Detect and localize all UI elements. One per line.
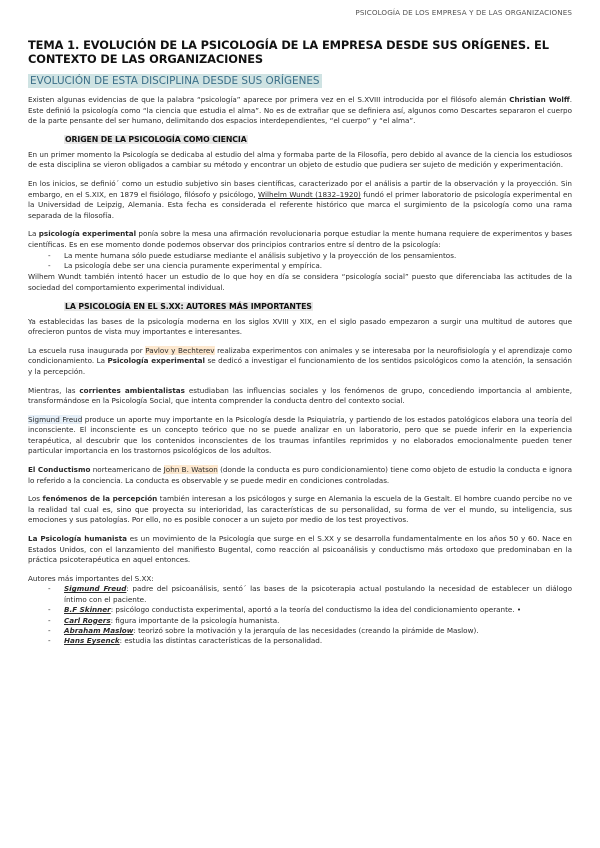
origen-paragraph-3: La psicología experimental ponía sobre la mesa una afirmación revolucionaria porque estudiar la mente humana requiere de experimentos y bases científicas. Es en ese momento donde podemos observar dos principios contrarios entre sí dentro de la psicología: xyxy=(28,229,572,249)
sxx-paragraph-3: Mientras, las corrientes ambientalistas estudiaban las influencias sociales y los fenómenos de grupo, concediendo importancia al ambiente, transformándose en la Psicología Social, que intenta comprender la conducta dentro del contexto social. xyxy=(28,385,572,406)
subheading-origen: ORIGEN DE LA PSICOLOGÍA COMO CIENCIA xyxy=(65,134,247,144)
subheading-sxx: LA PSICOLOGÍA EN EL S.XX: AUTORES MÁS IMPORTANTES xyxy=(65,301,312,311)
list-item: - Hans Eysenck: estudia las distintas características de la personalidad. xyxy=(28,636,572,646)
list-item: - Abraham Maslow: teorizó sobre la motivación y la jerarquía de las necesidades (creando la pirámide de Maslow). xyxy=(28,626,572,636)
sxx-paragraph-5: El Conductismo norteamericano de John B. Watson (donde la conducta es puro condicionamiento) tiene como objeto de estudio la conducta e ignora lo referido a la conciencia. La conducta es observable y se puede medir en condiciones controladas. xyxy=(28,465,573,485)
sxx-paragraph-2: La escuela rusa inaugurada por Pavlov y Bechterev realizaba experimentos con animales y se interesaba por la neurofisiología y el aprendizaje como condicionamiento. La Psicología experimental se dedicó a investigar el funcionamiento de los sentidos psicológicos como la atención, la sensación y la percepción. xyxy=(28,345,572,376)
section-banner: EVOLUCIÓN DE ESTA DISCIPLINA DESDE SUS ORÍGENES xyxy=(30,75,320,87)
sxx-paragraph-1: Ya establecidas las bases de la psicología moderna en los siglos XVIII y XIX, en el siglo pasado empezaron a surgir una multitud de autores que ofrecieron puntos de vista muy importantes e interesantes. xyxy=(28,316,572,337)
author-name-pavlov: Pavlov y Bechterev xyxy=(145,345,215,355)
origen-paragraph-2: En los inicios, se definió´ como un estudio subjetivo sin bases científicas, caracterizado por el análisis a partir de la observación y la proyección. Sin embargo, en el S.XIX, en 1879 el fisiólogo, filósofo y psicólogo, Wilhelm Wundt (1832–1920) fundó el primer laboratorio de psicología experimental en la Universidad de Leipzig, Alemania. Esta fecha es considerada el referente histórico que marca el surgimiento de la psicología como una rama separada de la filosofía. xyxy=(28,178,573,220)
sxx-paragraph-7: La Psicología humanista es un movimiento de la Psicología que surge en el S.XX y se desarrolla fundamentalmente en los años 50 y 60. Nace en Estados Unidos, con el lanzamiento del manifiesto Bugental, como reacción al psicoanálisis y conductismo más ortodoxo que predominaban en la práctica psicoterapéutica en aquel entonces. xyxy=(28,534,572,565)
origen-paragraph-4: Wilhem Wundt también intentó hacer un estudio de lo que hoy en día se considera “psicología social” puesto que diferenciaba las actitudes de la sociedad del comportamiento experimental individual. xyxy=(28,272,572,292)
author-name-freud: Sigmund Freud xyxy=(28,414,83,424)
intro-paragraph: Existen algunas evidencias de que la palabra “psicología” aparece por primera vez en el S.XVIII introducida por el filósofo alemán Christian Wolff. Este definió la psicología como “la ciencia que estudia el alma”. No es de extrañar que se definiera así, algunos como Descartes separaron el cuerpo de la parte pensante del ser humano, delimitando dos espacios interdependientes, “el cuerpo” y “el alma”. xyxy=(28,95,572,126)
authors-list xyxy=(28,584,572,646)
sxx-paragraph-4: Sigmund Freud produce un aporte muy importante en la Psicología desde la Psiquiatría, y partiendo de los estados patológicos elabora una teoría del inconsciente. El inconsciente es un concepto teórico que no se puede analizar en un laboratorio, pero que se puede inferir en la experiencia terapéutica, al descubrir que los contenidos inconscientes de los traumas infantiles reprimidos y no elaborados emocionalmente pueden tener particular importancia en los trastornos psicológicos de los adultos. xyxy=(28,414,573,456)
page-title: TEMA 1. EVOLUCIÓN DE LA PSICOLOGÍA DE LA EMPRESA DESDE SUS ORÍGENES. EL CONTEXTO DE LAS ORGANIZACIONES xyxy=(28,38,549,66)
authors-intro: Autores más importantes del S.XX: xyxy=(28,573,154,583)
author-name-wundt: Wilhelm Wundt (1832–1920) xyxy=(258,189,361,199)
running-header: PSICOLOGÍA DE LOS EMPRESA Y DE LAS ORGANIZACIONES xyxy=(355,8,572,17)
list-item: - Carl Rogers: figura importante de la psicología humanista. xyxy=(28,616,572,626)
author-name-watson: John B. Watson xyxy=(163,465,218,475)
document-page xyxy=(28,8,572,648)
principles-list xyxy=(28,251,572,272)
author-name-wolff: Christian Wolff xyxy=(509,95,570,104)
list-item: - B.F Skinner: psicólogo conductista experimental, aportó a la teoría del conductismo la idea del condicionamiento operante. • xyxy=(28,605,572,615)
list-item: - Sigmund Freud: padre del psicoanálisis, sentó´ las bases de la psicoterapia actual postulando la necesidad de establecer un diálogo íntimo con el paciente. xyxy=(28,584,572,605)
list-item: - La psicología debe ser una ciencia puramente experimental y empírica. xyxy=(28,261,572,271)
sxx-paragraph-6: Los fenómenos de la percepción también interesan a los psicólogos y surge en Alemania la escuela de la Gestalt. El hombre cuando percibe no ve la realidad tal cual es, sino que proyecta su interioridad, las características de su personalidad, su forma de ver el mundo, su inteligencia, sus emociones y sus patologías. Por ello, no es posible conocer a un sujeto por medio de los test proyectivos. xyxy=(28,494,572,525)
list-item: - La mente humana sólo puede estudiarse mediante el análisis subjetivo y la proyección de los pensamientos. xyxy=(28,251,572,261)
origen-paragraph-1: En un primer momento la Psicología se dedicaba al estudio del alma y formaba parte de la Filosofía, pero debido al avance de la ciencia los estudiosos de esta disciplina se vieron obligados a cambiar su método y encontrar un objeto de estudio que pudiera ser sujeto de medición y experimentación. xyxy=(28,149,572,170)
